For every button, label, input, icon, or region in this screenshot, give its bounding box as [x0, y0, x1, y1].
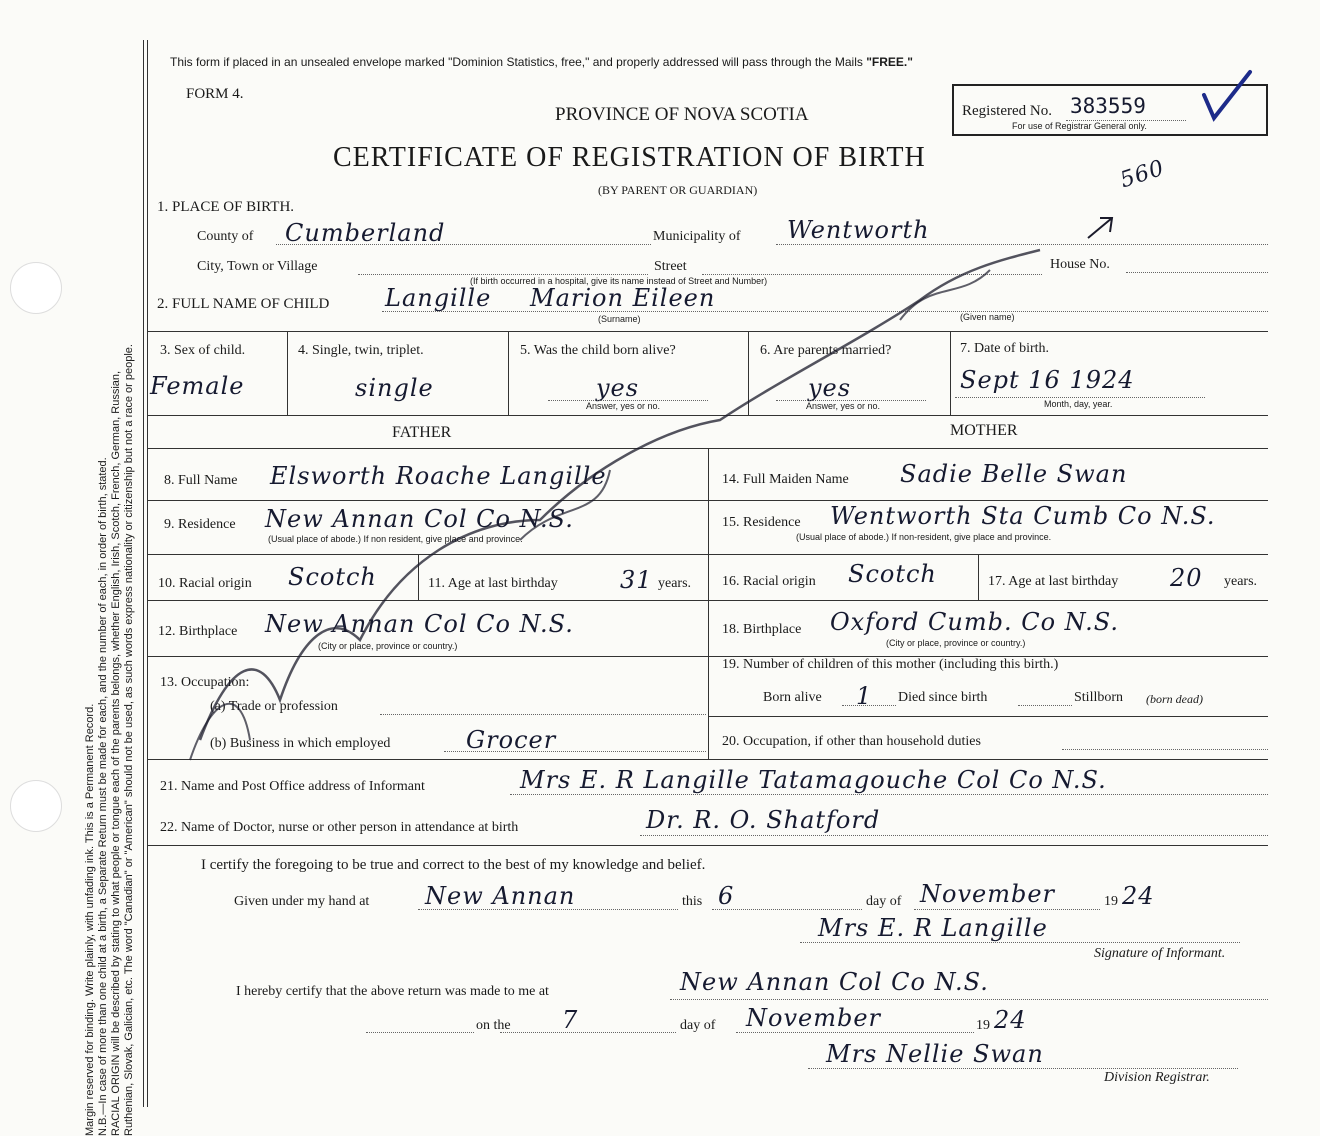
margin-notes: [84, 36, 136, 1136]
dob-label: 7. Date of birth.: [960, 341, 1050, 356]
informant-value: Mrs E. R Langille Tatamagouche Col Co N.S.: [520, 766, 1107, 794]
place-of-birth-label: 1. PLACE OF BIRTH.: [157, 199, 295, 215]
dotted-line: [382, 311, 1268, 312]
signature-label: Signature of Informant.: [1094, 946, 1226, 961]
mother-name-label: 14. Full Maiden Name: [722, 472, 849, 487]
doctor-value: Dr. R. O. Shatford: [646, 806, 881, 834]
dob-value: Sept 16 1924: [960, 366, 1135, 394]
father-birthplace-value: New Annan Col Co N.S.: [265, 610, 574, 638]
child-name-label: 2. FULL NAME OF CHILD: [157, 296, 330, 312]
child-given-name: Marion Eileen: [530, 284, 716, 312]
married-value: yes: [808, 374, 852, 402]
row-rule: [148, 500, 708, 501]
column-rule: [508, 331, 509, 415]
occupation-label: 13. Occupation:: [160, 675, 250, 690]
registered-no-label: Registered No.: [962, 103, 1052, 119]
year-prefix: 19: [976, 1018, 990, 1033]
dotted-line: [1062, 749, 1268, 750]
mother-residence-note: (Usual place of abode.) If non-resident, give place and province.: [796, 532, 1052, 542]
margin-rule: [147, 40, 148, 1107]
surname-note: (Surname): [598, 314, 641, 324]
margin-note: Ruthenian, Slovak, Galician, etc. The word "Canadian" or "American" should not be used, as such words express nationality or citizenship but not a race or people.: [123, 344, 135, 1136]
mother-racial-value: Scotch: [848, 560, 937, 588]
plurality-label: 4. Single, twin, triplet.: [298, 343, 424, 358]
dotted-line: [736, 1032, 974, 1033]
died-since-birth-label: Died since birth: [898, 690, 988, 705]
certify-day: 6: [718, 882, 735, 910]
house-no-label: House No.: [1050, 257, 1110, 272]
business-value: Grocer: [466, 726, 557, 754]
mother-residence-value: Wentworth Sta Cumb Co N.S.: [830, 502, 1216, 530]
born-alive-count-label: Born alive: [763, 690, 822, 705]
dotted-line: [276, 244, 651, 245]
binding-hole: [10, 262, 62, 314]
mother-residence-label: 15. Residence: [722, 515, 801, 530]
years-label: years.: [658, 576, 692, 591]
children-count-label: 19. Number of children of this mother (including this birth.): [722, 657, 1059, 672]
column-rule: [748, 331, 749, 415]
father-racial-value: Scotch: [288, 563, 377, 591]
stillborn-note: (born dead): [1146, 692, 1203, 706]
dotted-line: [712, 909, 862, 910]
row-rule: [708, 600, 1268, 601]
dotted-line: [1018, 705, 1072, 706]
registrar-day: 7: [562, 1006, 579, 1034]
plurality-value: single: [355, 374, 434, 402]
dotted-line: [1126, 272, 1268, 273]
father-racial-label: 10. Racial origin: [158, 576, 252, 591]
trade-label: (a) Trade or profession: [210, 699, 338, 714]
row-rule: [148, 656, 1268, 657]
born-alive-label: 5. Was the child born alive?: [520, 343, 676, 358]
born-alive-value: yes: [596, 374, 640, 402]
registered-number: 383559: [1070, 94, 1146, 118]
county-label: County of: [197, 229, 254, 244]
years-label: years.: [1224, 574, 1258, 589]
street-label: Street: [654, 259, 687, 274]
yes-no-note: Answer, yes or no.: [586, 401, 661, 411]
sex-label: 3. Sex of child.: [160, 343, 246, 358]
mail-notice: This form if placed in an unsealed envelope marked "Dominion Statistics, free," and properly addressed will pass through the Mails "FREE.": [170, 55, 913, 69]
page-subtitle: (BY PARENT OR GUARDIAN): [598, 183, 758, 197]
certify-month: November: [920, 880, 1056, 908]
city-label: City, Town or Village: [197, 259, 318, 274]
margin-rule: [143, 40, 144, 1107]
informant-signature: Mrs E. R Langille: [818, 914, 1048, 942]
dotted-line: [955, 397, 1205, 398]
mother-birthplace-value: Oxford Cumb. Co N.S.: [830, 608, 1119, 636]
dotted-line: [358, 274, 648, 275]
registrar-year: 24: [994, 1006, 1027, 1034]
center-rule: [708, 448, 709, 759]
informant-label: 21. Name and Post Office address of Informant: [160, 779, 425, 794]
stillborn-label: Stillborn: [1074, 690, 1124, 705]
province-heading: PROVINCE OF NOVA SCOTIA: [555, 104, 809, 125]
father-heading: FATHER: [392, 424, 452, 441]
mother-occupation-label: 20. Occupation, if other than household duties: [722, 734, 981, 749]
dotted-line: [842, 705, 896, 706]
certify-year: 24: [1122, 882, 1155, 910]
registrar-month: November: [746, 1004, 882, 1032]
doctor-label: 22. Name of Doctor, nurse or other person in attendance at birth: [160, 820, 519, 835]
dotted-line: [670, 999, 1268, 1000]
form-number: FORM 4.: [186, 86, 244, 102]
yes-no-note: Answer, yes or no.: [806, 401, 881, 411]
column-rule: [950, 331, 951, 415]
registrar-signature: Mrs Nellie Swan: [826, 1040, 1044, 1068]
row-rule: [148, 845, 1268, 846]
mother-birthplace-label: 18. Birthplace: [722, 622, 802, 637]
margin-note: RACIAL ORIGIN will be described by stating to what people or tongue each of the parents belongs, whether English, Irish, Scotch, French, German, Russian,: [110, 370, 122, 1136]
row-rule: [148, 331, 1268, 332]
row-rule: [708, 554, 1268, 555]
row-rule: [148, 554, 708, 555]
day-of-label: day of: [680, 1018, 716, 1033]
mother-age-label: 17. Age at last birthday: [988, 574, 1119, 589]
dotted-line: [444, 751, 706, 752]
row-rule: [148, 759, 1268, 760]
row-rule: [708, 500, 1268, 501]
day-of-label: day of: [866, 894, 902, 909]
column-rule: [287, 331, 288, 415]
on-the-label: on the: [476, 1018, 511, 1033]
dotted-line: [808, 1068, 1238, 1069]
county-value: Cumberland: [285, 219, 446, 247]
given-note: (Given name): [960, 312, 1015, 322]
municipality-value: Wentworth: [787, 216, 930, 244]
given-place-value: New Annan: [425, 882, 576, 910]
column-rule: [418, 554, 419, 600]
child-surname: Langille: [385, 284, 492, 312]
registrar-statement: I hereby certify that the above return was made to me at: [236, 984, 549, 999]
binding-hole: [10, 780, 62, 832]
dotted-line: [366, 1032, 474, 1033]
dotted-line: [640, 835, 1268, 836]
dotted-line: [914, 909, 1100, 910]
margin-note: Margin reserved for binding. Write plainly, with unfading ink. This is a Permanent Record.: [84, 703, 96, 1136]
margin-annotation: 560: [1117, 155, 1168, 194]
father-age-value: 31: [620, 566, 653, 594]
municipality-label: Municipality of: [653, 229, 741, 244]
certify-statement: I certify the foregoing to be true and correct to the best of my knowledge and belief.: [201, 857, 706, 873]
dob-note: Month, day, year.: [1044, 399, 1113, 409]
registered-note: For use of Registrar General only.: [1012, 121, 1147, 131]
father-residence-label: 9. Residence: [164, 517, 236, 532]
business-label: (b) Business in which employed: [210, 736, 391, 751]
father-birthplace-label: 12. Birthplace: [158, 624, 238, 639]
dotted-line: [500, 1032, 676, 1033]
father-name-value: Elsworth Roache Langille: [270, 462, 607, 490]
married-label: 6. Are parents married?: [760, 343, 892, 358]
mother-name-value: Sadie Belle Swan: [900, 460, 1128, 488]
given-under-hand-label: Given under my hand at: [234, 894, 370, 909]
dotted-line: [800, 942, 1240, 943]
row-rule: [708, 716, 1268, 717]
this-label: this: [682, 894, 703, 909]
dotted-line: [702, 274, 1042, 275]
year-prefix: 19: [1104, 894, 1118, 909]
dotted-line: [510, 794, 1268, 795]
dotted-line: [418, 909, 678, 910]
sex-value: Female: [150, 372, 245, 400]
father-name-label: 8. Full Name: [164, 473, 238, 488]
registrar-signature-label: Division Registrar.: [1104, 1070, 1210, 1085]
mother-birthplace-note: (City or place, province or country.): [886, 638, 1026, 648]
page-title: CERTIFICATE OF REGISTRATION OF BIRTH: [333, 142, 926, 173]
street-note: (If birth occurred in a hospital, give its name instead of Street and Number): [470, 276, 768, 286]
dotted-line: [776, 244, 1268, 245]
father-residence-note: (Usual place of abode.) If non resident, give place and province.: [268, 534, 523, 544]
dotted-line: [380, 714, 706, 715]
mother-age-value: 20: [1170, 564, 1203, 592]
father-residence-value: New Annan Col Co N.S.: [265, 505, 574, 533]
column-rule: [978, 554, 979, 600]
margin-note: N.B.—In case of more than one child at a birth, a Separate Return must be made for each, and the number of each, in order of birth, stated.: [97, 457, 109, 1136]
father-birthplace-note: (City or place, province or country.): [318, 641, 458, 651]
registrar-place: New Annan Col Co N.S.: [680, 968, 989, 996]
born-alive-count-value: 1: [856, 682, 873, 710]
arrow-mark-icon: [1088, 218, 1112, 238]
father-age-label: 11. Age at last birthday: [428, 576, 558, 591]
mother-heading: MOTHER: [950, 422, 1018, 439]
row-rule: [148, 600, 708, 601]
row-rule: [148, 415, 1268, 416]
mother-racial-label: 16. Racial origin: [722, 574, 816, 589]
